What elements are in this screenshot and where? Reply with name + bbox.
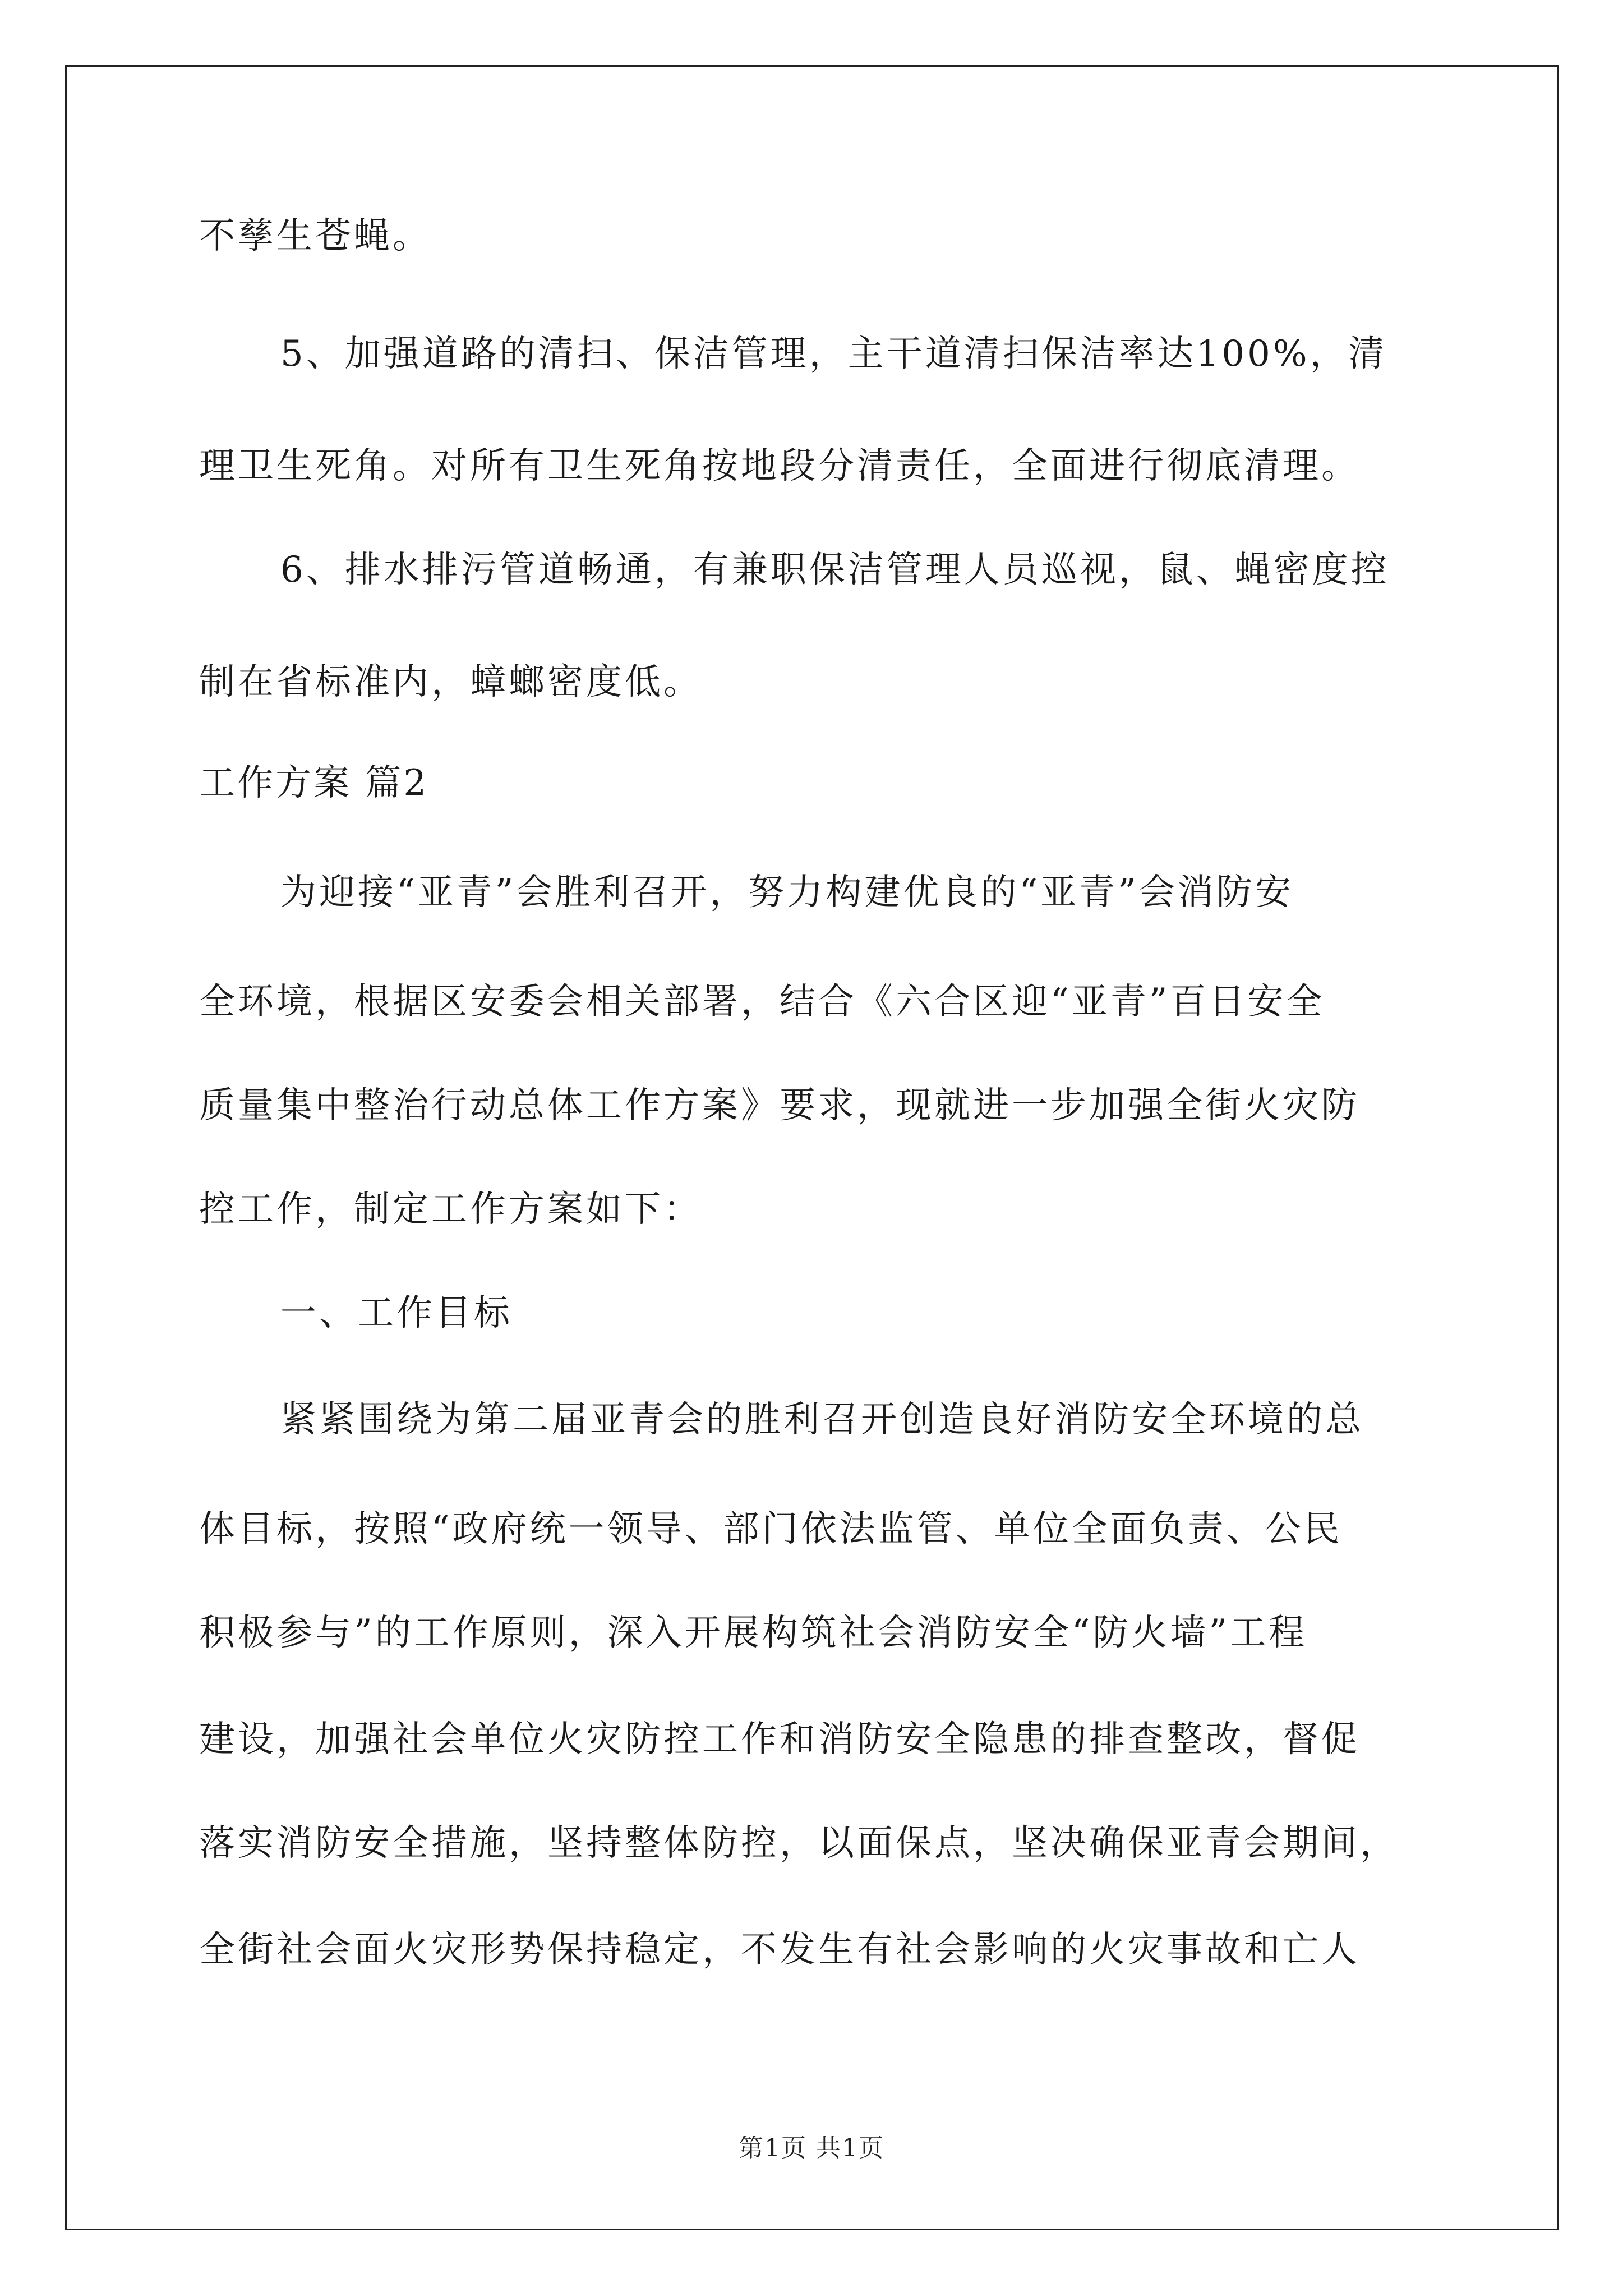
page-number: 第1页 共1页: [739, 2134, 884, 2162]
body-line: 为迎接“亚青”会胜利召开，努力构建优良的“亚青”会消防安: [280, 872, 1294, 913]
body-line: 全环境，根据区安委会相关部署，结合《六合区迎“亚青”百日安全: [199, 981, 1325, 1023]
body-line: 制在省标准内，蟑螂密度低。: [199, 661, 702, 703]
body-line: 全街社会面火灾形势保持稳定，不发生有社会影响的火灾事故和亡人: [199, 1929, 1360, 1971]
body-line: 落实消防安全措施，坚持整体防控，以面保点，坚决确保亚青会期间，: [199, 1823, 1399, 1864]
page-border: [65, 65, 1559, 2230]
subheading: 一、工作目标: [280, 1292, 513, 1334]
body-line: 5、加强道路的清扫、保洁管理，主干道清扫保洁率达100%，清: [280, 333, 1387, 375]
body-line: 6、排水排污管道畅通，有兼职保洁管理人员巡视，鼠、蝇密度控: [280, 549, 1390, 591]
body-line: 质量集中整治行动总体工作方案》要求，现就进一步加强全街火灾防: [199, 1085, 1360, 1126]
section-heading: 工作方案 篇2: [199, 762, 429, 804]
body-line: 积极参与”的工作原则，深入开展构筑社会消防安全“防火墙”工程: [199, 1612, 1308, 1654]
body-line: 理卫生死角。对所有卫生死角按地段分清责任，全面进行彻底清理。: [199, 445, 1360, 487]
body-line: 紧紧围绕为第二届亚青会的胜利召开创造良好消防安全环境的总: [280, 1399, 1364, 1441]
body-line: 体目标，按照“政府统一领导、部门依法监管、单位全面负责、公民: [199, 1508, 1343, 1550]
body-line: 建设，加强社会单位火灾防控工作和消防安全隐患的排查整改，督促: [199, 1719, 1360, 1760]
body-line: 控工作，制定工作方案如下：: [199, 1189, 702, 1230]
body-line: 不孳生苍蝇。: [199, 215, 431, 257]
